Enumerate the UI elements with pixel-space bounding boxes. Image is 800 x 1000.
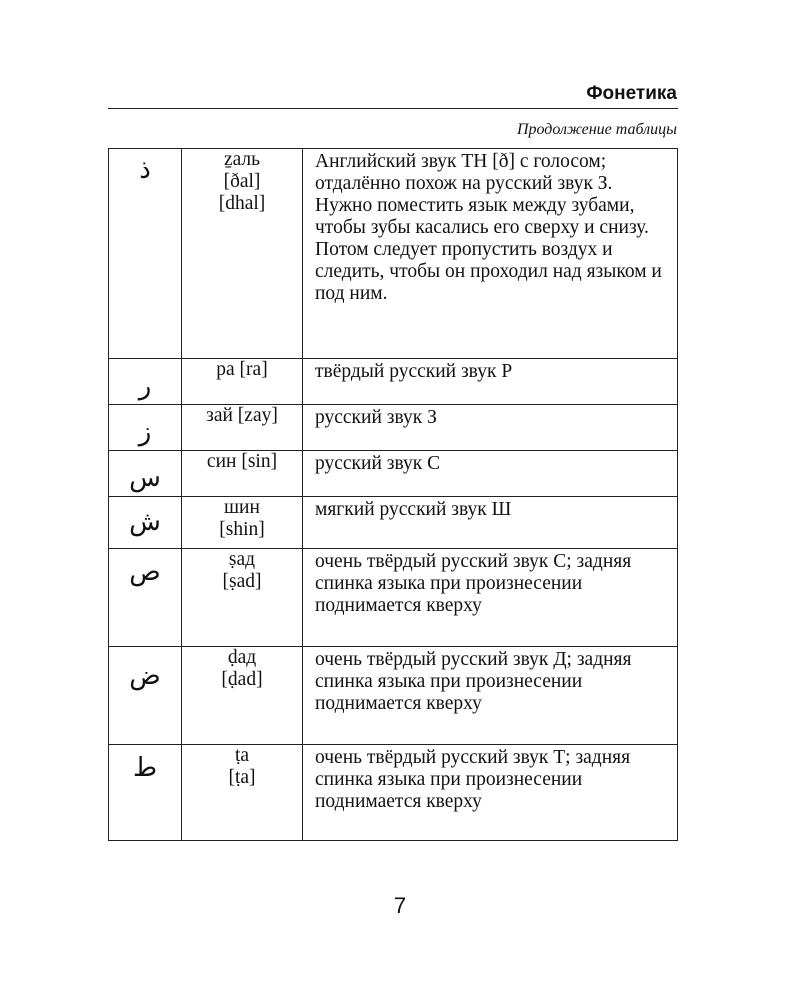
arabic-letter-cell [109,647,182,745]
letter-name-cell [182,745,303,841]
table-row [109,451,678,497]
table-row [109,647,678,745]
arabic-letter-cell [109,359,182,405]
arabic-letter: ط [132,753,158,783]
arabic-letter-cell [109,451,182,497]
letter-name-line: шин [224,497,260,518]
page-number: 7 [393,893,407,918]
table-row [109,497,678,549]
page-header-title: Фонетика [586,83,677,104]
letter-name-cell [182,497,303,549]
arabic-letter: ش [129,507,161,537]
sound-description: твёрдый русский звук Р [303,359,678,405]
letter-name-line: син [sin] [206,451,278,472]
letter-name-cell [182,549,303,647]
header-divider [108,108,678,109]
letter-name-line: [ṣad] [222,571,262,592]
letter-name-line: [ṭa] [228,767,256,788]
sound-description: Английский звук TH [ð] с голосом; отдалённо похож на русский звук З. Нужно поместить язык между зубами, чтобы зубы касались его сверху и снизу. Потом следует пропустить воздух и следить, чтобы он проходил над языком и под ним. [303,149,678,359]
letter-name-cell [182,405,303,451]
table-row [109,359,678,405]
letter-name-cell [182,647,303,745]
table-continuation-note: Продолжение таблицы [516,121,677,138]
sound-description: очень твёрдый русский звук С; задняя спинка языка при произнесении поднимается кверху [303,549,678,647]
letter-name-line: ра [ra] [216,359,268,380]
letter-name-line: [dhal] [218,193,266,214]
sound-description: русский звук С [303,451,678,497]
arabic-letter: ر [138,371,152,401]
letter-name-cell [182,359,303,405]
letter-name-cell [182,451,303,497]
arabic-letter: ض [129,661,161,691]
arabic-letter-cell [109,497,182,549]
table-row [109,745,678,841]
letter-name-line: зай [zay] [206,405,278,426]
letter-name-line: ḍад [227,647,257,668]
arabic-letter-cell [109,149,182,359]
sound-description: очень твёрдый русский звук Д; задняя спинка языка при произнесении поднимается кверху [303,647,678,745]
table-row [109,405,678,451]
arabic-letter-cell [109,405,182,451]
arabic-letter: ذ [139,155,151,185]
table-row [109,549,678,647]
phonetics-table [108,148,678,841]
sound-description: очень твёрдый русский звук Т; задняя спинка языка при произнесении поднимается кверху [303,745,678,841]
letter-name-cell [182,149,303,359]
letter-name-line: [shin] [219,519,265,540]
arabic-letter-cell [109,549,182,647]
letter-name-line: [ðal] [223,171,261,192]
letter-name-line: ṭа [234,745,250,766]
arabic-letter: ز [138,417,152,447]
letter-name-line: ẕаль [223,149,261,170]
letter-name-line: [ḍad] [221,669,263,690]
table-row [109,149,678,359]
sound-description: мягкий русский звук Ш [303,497,678,549]
letter-name-line: ṣад [228,549,256,570]
arabic-letter: س [129,463,161,493]
arabic-letter-cell [109,745,182,841]
arabic-letter: ص [129,557,161,587]
sound-description: русский звук З [303,405,678,451]
